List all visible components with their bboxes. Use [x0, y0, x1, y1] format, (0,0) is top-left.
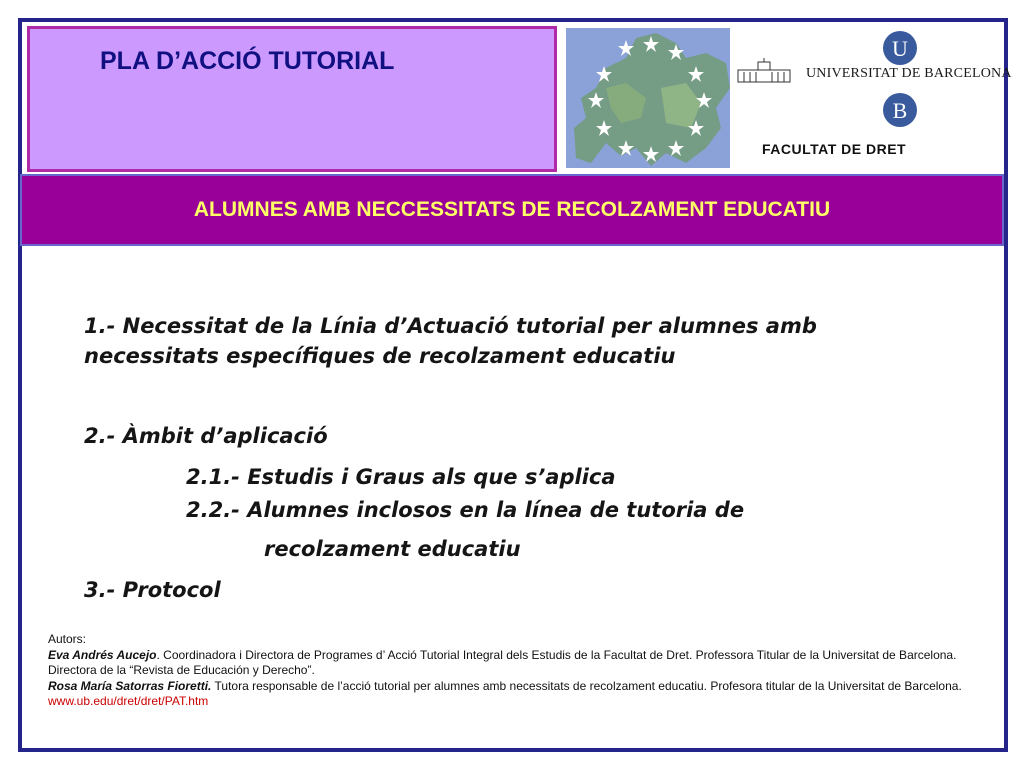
europe-map-icon	[566, 28, 730, 168]
author-2-description: Tutora responsable de l’acció tutorial per alumnes amb necessitats de recolzament educatiu. Profesora titular de la Universitat de Barcelona.	[211, 678, 962, 693]
university-name: UNIVERSITAT DE BARCELONA	[806, 66, 1012, 81]
university-building-icon	[736, 58, 792, 84]
item-3: 3.- Protocol	[84, 578, 221, 602]
item-2-1: 2.1.- Estudis i Graus als que s’aplica	[186, 465, 616, 489]
pat-link[interactable]: www.ub.edu/dret/dret/PAT.htm	[48, 694, 209, 708]
authors-heading: Autors:	[48, 632, 87, 646]
item-1-line-2: necessitats específiques de recolzament educatiu	[84, 344, 676, 368]
section-banner	[20, 174, 1004, 246]
author-1-description: . Coordinadora i Directora de Programes d’ Acció Tutorial Integral dels Estudis de la Facultat de Dret. Professora Titular de la Universitat de Barcelona. Directora de la “Revista de Educación y Derecho”.	[48, 647, 957, 677]
author-2-name: Rosa María Satorras Fioretti.	[48, 678, 212, 693]
banner-title: ALUMNES AMB NECCESSITATS DE RECOLZAMENT EDUCATIU	[193, 198, 831, 221]
item-2: 2.- Àmbit d’aplicació	[84, 424, 328, 448]
faculty-name: FACULTAT DE DRET	[762, 141, 907, 157]
item-2-2-line-1: 2.2.- Alumnes inclosos en la línea de tutoria de	[186, 498, 745, 522]
slide-title: PLA D’ACCIÓ TUTORIAL	[100, 47, 395, 75]
ub-logo-letter-u: U	[892, 36, 908, 61]
author-1-name: Eva Andrés Aucejo	[48, 647, 157, 662]
europe-map-image	[566, 28, 730, 168]
author-1	[48, 648, 988, 679]
item-2-2-line-2: recolzament educatiu	[264, 537, 521, 561]
author-2	[48, 679, 988, 695]
authors-block	[48, 632, 988, 710]
ub-logo-letter-b: B	[892, 98, 908, 123]
item-1-line-1: 1.- Necessitat de la Línia d’Actuació tutorial per alumnes amb	[84, 314, 817, 338]
